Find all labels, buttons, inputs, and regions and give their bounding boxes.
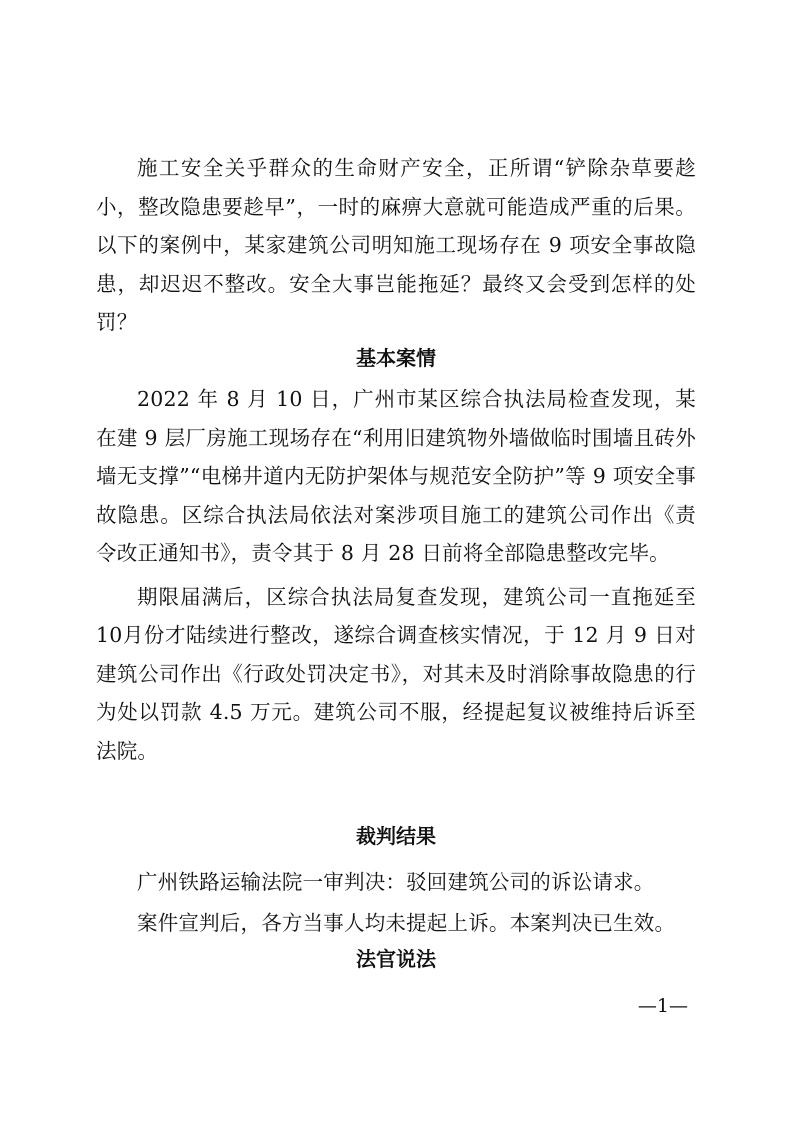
basic-facts-block (96, 380, 696, 770)
judgment-block (96, 863, 696, 942)
basic-facts-paragraph-1: 2022 年 8 月 10 日，广州市某区综合执法局检查发现，某在建 9 层厂房施工现场存在“利用旧建筑物外墙做临时围墙且砖外墙无支撑”“电梯井道内无防护架体与规范安全防护”等 9 项安全事故隐患。区综合执法局依法对案涉项目施工的建筑公司作出《责令改正通知书》，责令其于 8 月 28 日前将全部隐患整改完毕。 (96, 387, 696, 565)
page-number: —1— (637, 995, 688, 1017)
intro-paragraph: 施工安全关乎群众的生命财产安全，正所谓“铲除杂草要趁小，整改隐患要趁早”，一时的麻痹大意就可能造成严重的后果。以下的案例中，某家建筑公司明知施工现场存在 9 项安全事故隐患，却迟迟不整改。安全大事岂能拖延？最终又会受到怎样的处罚？ (96, 156, 696, 334)
section-heading-basic-facts: 基本案情 (356, 346, 436, 370)
intro-block (96, 149, 696, 342)
judgment-paragraph-1: 广州铁路运输法院一审判决：驳回建筑公司的诉讼请求。 (137, 870, 655, 894)
section-heading-judge-comment: 法官说法 (356, 947, 436, 971)
section-heading-judgment: 裁判结果 (356, 824, 436, 848)
basic-facts-paragraph-2: 期限届满后，区综合执法局复查发现，建筑公司一直拖延至10月份才陆续进行整改，遂综合调查核实情况，于 12 月 9 日对建筑公司作出《行政处罚决定书》，对其未及时消除事故隐患的行为处以罚款 4.5 万元。建筑公司不服，经提起复议被维持后诉至法院。 (96, 584, 696, 763)
judgment-paragraph-2: 案件宣判后，各方当事人均未提起上诉。本案判决已生效。 (137, 910, 676, 935)
